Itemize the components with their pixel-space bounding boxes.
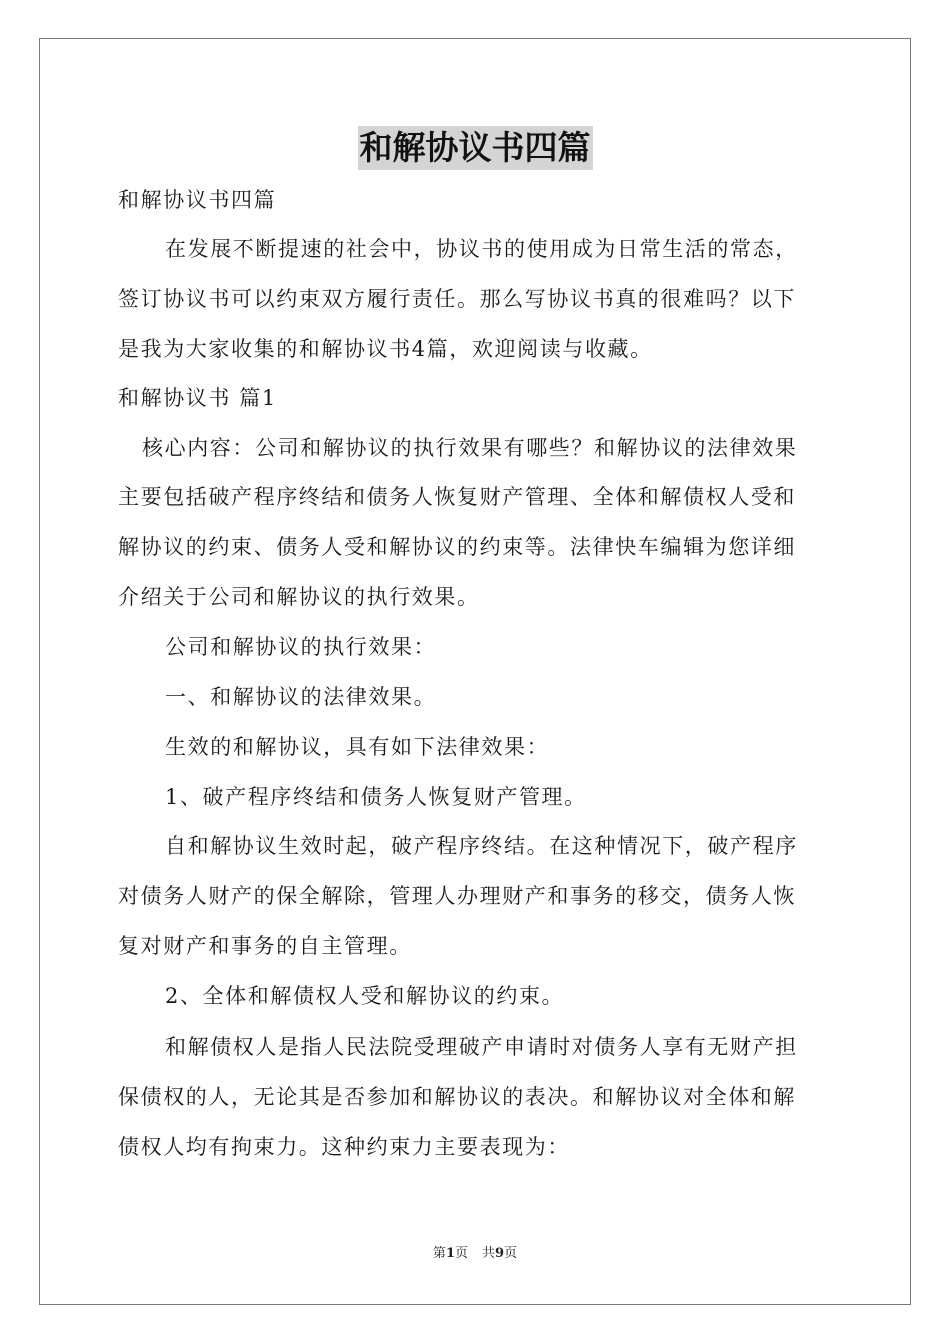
paragraph-line: 公司和解协议的执行效果： <box>165 635 437 659</box>
total-pages: 9 <box>495 1246 505 1261</box>
paragraph-line: 签订协议书可以约束双方履行责任。那么写协议书真的很难吗？以下 <box>118 287 796 311</box>
page-suffix: 页 <box>454 1246 468 1261</box>
paragraph-line: 主要包括破产程序终结和债务人恢复财产管理、全体和解债权人受和 <box>118 485 796 509</box>
page-border <box>39 38 911 1305</box>
total-suffix: 页 <box>504 1246 518 1261</box>
section-heading: 和解协议书 篇1 <box>118 386 277 410</box>
paragraph-line: 介绍关于公司和解协议的执行效果。 <box>118 585 480 609</box>
paragraph-line: 生效的和解协议，具有如下法律效果： <box>165 735 550 759</box>
paragraph-line: 一、和解协议的法律效果。 <box>165 685 437 709</box>
paragraph-line: 保债权的人，无论其是否参加和解协议的表决。和解协议对全体和解 <box>118 1085 796 1109</box>
page-prefix: 第 <box>432 1246 446 1261</box>
paragraph-line: 在发展不断提速的社会中，协议书的使用成为日常生活的常态， <box>165 237 798 261</box>
page-footer <box>0 1245 950 1263</box>
subtitle-line: 和解协议书四篇 <box>118 188 277 212</box>
document-title: 和解协议书四篇 <box>358 126 593 170</box>
paragraph-line: 核心内容：公司和解协议的执行效果有哪些？和解协议的法律效果 <box>142 436 798 460</box>
paragraph-line: 解协议的约束、债务人受和解协议的约束等。法律快车编辑为您详细 <box>118 535 796 559</box>
paragraph-line: 2、全体和解债权人受和解协议的约束。 <box>165 984 565 1008</box>
total-prefix: 共 <box>482 1246 496 1261</box>
paragraph-line: 和解债权人是指人民法院受理破产申请时对债务人享有无财产担 <box>165 1035 798 1059</box>
page-number: 1 <box>445 1246 455 1261</box>
paragraph-line: 对债务人财产的保全解除，管理人办理财产和事务的移交，债务人恢 <box>118 884 796 908</box>
paragraph-line: 1、破产程序终结和债务人恢复财产管理。 <box>165 785 587 809</box>
paragraph-line: 是我为大家收集的和解协议书4篇，欢迎阅读与收藏。 <box>118 337 653 361</box>
title-container <box>0 126 950 170</box>
paragraph-line: 复对财产和事务的自主管理。 <box>118 934 412 958</box>
paragraph-line: 自和解协议生效时起，破产程序终结。在这种情况下，破产程序 <box>165 834 798 858</box>
paragraph-line: 债权人均有拘束力。这种约束力主要表现为： <box>118 1135 570 1159</box>
